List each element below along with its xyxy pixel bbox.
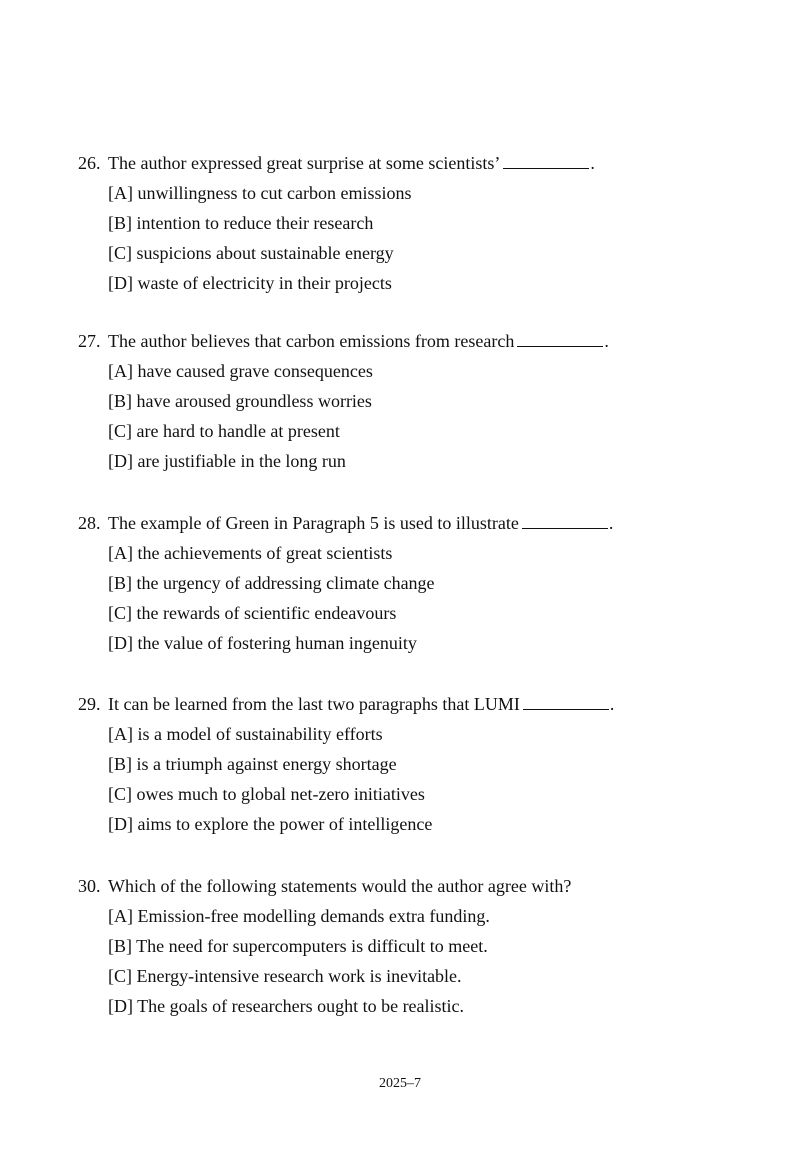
- question-number: 28.: [78, 513, 101, 533]
- blank-period: .: [604, 331, 609, 351]
- answer-blank: [517, 330, 603, 347]
- answer-blank: [523, 693, 609, 710]
- question-27: [78, 326, 768, 476]
- option-list: [78, 538, 768, 658]
- option-d: [D] are justifiable in the long run: [108, 451, 346, 471]
- option-c: [C] are hard to handle at present: [108, 421, 340, 441]
- option-b: [B] is a triumph against energy shortage: [108, 754, 397, 774]
- question-29: [78, 689, 768, 839]
- option-a: [A] unwillingness to cut carbon emissions: [108, 183, 412, 203]
- question-stem: [78, 326, 768, 356]
- question-stem: [78, 148, 768, 178]
- option-a: [A] have caused grave consequences: [108, 361, 373, 381]
- question-text: The author expressed great surprise at some scientists’: [108, 153, 501, 173]
- option-d: [D] aims to explore the power of intelligence: [108, 814, 433, 834]
- question-30: [78, 871, 768, 1021]
- question-28: [78, 508, 768, 658]
- option-b: [B] have aroused groundless worries: [108, 391, 372, 411]
- option-c: [C] the rewards of scientific endeavours: [108, 603, 397, 623]
- option-list: [78, 356, 768, 476]
- option-list: [78, 178, 768, 298]
- question-number: 30.: [78, 876, 101, 896]
- option-d: [D] The goals of researchers ought to be realistic.: [108, 996, 465, 1016]
- option-d: [D] the value of fostering human ingenuity: [108, 633, 417, 653]
- question-text: The example of Green in Paragraph 5 is used to illustrate: [108, 513, 519, 533]
- answer-blank: [503, 152, 589, 169]
- option-list: [78, 719, 768, 839]
- question-text: Which of the following statements would the author agree with?: [108, 876, 572, 896]
- option-d: [D] waste of electricity in their projects: [108, 273, 392, 293]
- question-number: 26.: [78, 153, 101, 173]
- answer-blank: [522, 512, 608, 529]
- option-a: [A] is a model of sustainability efforts: [108, 724, 383, 744]
- option-c: [C] owes much to global net-zero initiatives: [108, 784, 425, 804]
- question-stem: [78, 871, 768, 901]
- question-text: The author believes that carbon emissions from research: [108, 331, 515, 351]
- question-stem: [78, 689, 768, 719]
- option-b: [B] The need for supercomputers is difficult to meet.: [108, 936, 488, 956]
- question-number: 29.: [78, 694, 101, 714]
- blank-period: .: [608, 513, 614, 533]
- question-text: It can be learned from the last two paragraphs that LUMI: [108, 694, 520, 714]
- page-number: 2025–7: [379, 1076, 421, 1091]
- option-a: [A] Emission-free modelling demands extra funding.: [108, 906, 490, 926]
- option-c: [C] Energy-intensive research work is inevitable.: [108, 966, 462, 986]
- question-26: [78, 148, 768, 298]
- blank-period: .: [590, 153, 595, 173]
- option-list: [78, 901, 768, 1021]
- question-stem: [78, 508, 768, 538]
- option-b: [B] the urgency of addressing climate change: [108, 573, 435, 593]
- blank-period: .: [609, 694, 615, 714]
- option-b: [B] intention to reduce their research: [108, 213, 374, 233]
- question-number: 27.: [78, 331, 101, 351]
- option-a: [A] the achievements of great scientists: [108, 543, 393, 563]
- option-c: [C] suspicions about sustainable energy: [108, 243, 394, 263]
